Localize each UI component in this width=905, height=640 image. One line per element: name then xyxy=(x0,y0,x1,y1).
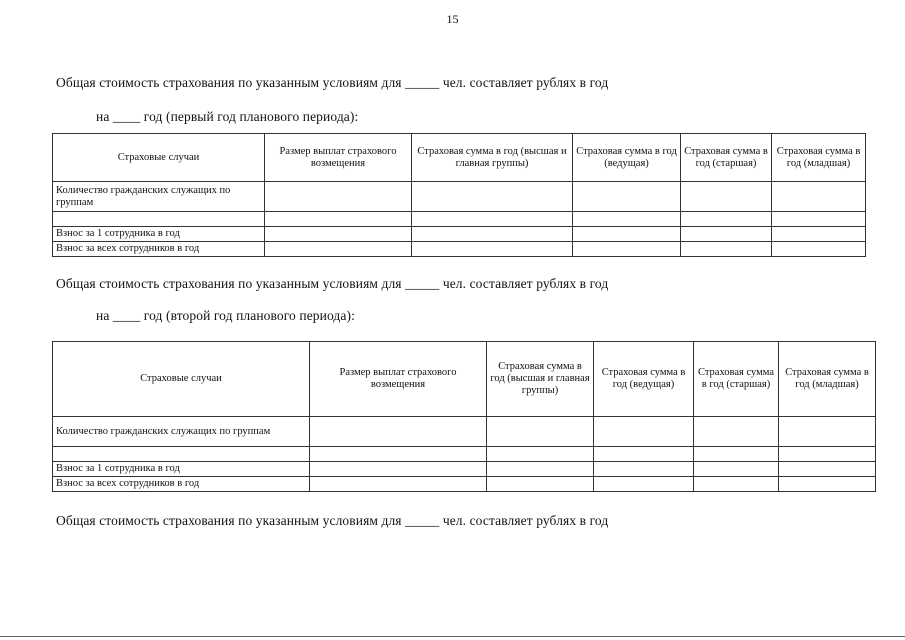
table-cell[interactable] xyxy=(681,227,772,242)
table-cell[interactable] xyxy=(412,242,573,257)
table-cell[interactable] xyxy=(681,242,772,257)
table-cell[interactable] xyxy=(265,227,412,242)
table-cell[interactable] xyxy=(681,212,772,227)
header-sum-junior: Страховая сумма в год (младшая) xyxy=(779,342,876,417)
table-cell[interactable] xyxy=(265,242,412,257)
table-row xyxy=(53,477,876,492)
table-cell[interactable] xyxy=(487,447,594,462)
table-cell[interactable] xyxy=(694,462,779,477)
cost-line-2: Общая стоимость страхования по указанным условиям для _____ чел. составляет рублях в год xyxy=(56,276,609,291)
table-cell[interactable] xyxy=(310,477,487,492)
table-cell[interactable] xyxy=(310,417,487,447)
table-cell[interactable] xyxy=(487,417,594,447)
table-header-row xyxy=(53,342,876,417)
page-bottom-rule xyxy=(0,636,905,637)
header-payout-size: Размер выплат страхового возмещения xyxy=(265,134,412,182)
table-cell[interactable] xyxy=(681,182,772,212)
row-label-empty xyxy=(53,212,265,227)
table-row xyxy=(53,447,876,462)
row-label-employee-count: Количество гражданских служащих по группам xyxy=(53,417,310,447)
cost-line-1: Общая стоимость страхования по указанным условиям для _____ чел. составляет рублях в год xyxy=(56,75,609,90)
cost-line-3: Общая стоимость страхования по указанным условиям для _____ чел. составляет рублях в год xyxy=(56,513,609,528)
table-cell[interactable] xyxy=(265,182,412,212)
table-cell[interactable] xyxy=(573,242,681,257)
header-sum-junior: Страховая сумма в год (младшая) xyxy=(772,134,866,182)
table-cell[interactable] xyxy=(772,227,866,242)
table-cell[interactable] xyxy=(594,462,694,477)
table-row xyxy=(53,212,866,227)
table-cell[interactable] xyxy=(573,212,681,227)
page-number: 15 xyxy=(446,12,459,26)
header-sum-higher-main: Страховая сумма в год (высшая и главная группы) xyxy=(487,342,594,417)
year-line-2: на ____ год (второй год планового периода): xyxy=(96,308,355,323)
table-cell[interactable] xyxy=(694,447,779,462)
table-cell[interactable] xyxy=(772,182,866,212)
insurance-table-2 xyxy=(52,341,876,492)
table-cell[interactable] xyxy=(412,182,573,212)
table-cell[interactable] xyxy=(779,417,876,447)
table-cell[interactable] xyxy=(694,477,779,492)
table-cell[interactable] xyxy=(487,462,594,477)
table-cell[interactable] xyxy=(265,212,412,227)
table-cell[interactable] xyxy=(310,447,487,462)
header-insurance-cases: Страховые случаи xyxy=(53,134,265,182)
row-label-all-employees: Взнос за всех сотрудников в год xyxy=(53,242,265,257)
table-cell[interactable] xyxy=(594,477,694,492)
table-row xyxy=(53,182,866,212)
row-label-employee-count: Количество гражданских служащих по группам xyxy=(53,182,265,212)
header-sum-senior: Страховая сумма в год (старшая) xyxy=(681,134,772,182)
header-payout-size: Размер выплат страхового возмещения xyxy=(310,342,487,417)
row-label-per-employee: Взнос за 1 сотрудника в год xyxy=(53,227,265,242)
table-cell[interactable] xyxy=(779,447,876,462)
table-row xyxy=(53,462,876,477)
table-cell[interactable] xyxy=(694,417,779,447)
header-sum-higher-main: Страховая сумма в год (высшая и главная группы) xyxy=(412,134,573,182)
year-line-1: на ____ год (первый год планового периода): xyxy=(96,109,359,124)
table-cell[interactable] xyxy=(310,462,487,477)
table-cell[interactable] xyxy=(772,212,866,227)
table-cell[interactable] xyxy=(594,417,694,447)
row-label-per-employee: Взнос за 1 сотрудника в год xyxy=(53,462,310,477)
header-sum-leading: Страховая сумма в год (ведущая) xyxy=(594,342,694,417)
row-label-all-employees: Взнос за всех сотрудников в год xyxy=(53,477,310,492)
header-sum-senior: Страховая сумма в год (старшая) xyxy=(694,342,779,417)
table-row xyxy=(53,242,866,257)
table-cell[interactable] xyxy=(412,212,573,227)
header-insurance-cases: Страховые случаи xyxy=(53,342,310,417)
table-row xyxy=(53,227,866,242)
table-cell[interactable] xyxy=(779,462,876,477)
table-row xyxy=(53,417,876,447)
table-cell[interactable] xyxy=(487,477,594,492)
table-header-row xyxy=(53,134,866,182)
row-label-empty xyxy=(53,447,310,462)
table-cell[interactable] xyxy=(779,477,876,492)
table-cell[interactable] xyxy=(772,242,866,257)
insurance-table-1 xyxy=(52,133,866,257)
header-sum-leading: Страховая сумма в год (ведущая) xyxy=(573,134,681,182)
table-cell[interactable] xyxy=(573,227,681,242)
table-cell[interactable] xyxy=(594,447,694,462)
table-cell[interactable] xyxy=(573,182,681,212)
table-cell[interactable] xyxy=(412,227,573,242)
